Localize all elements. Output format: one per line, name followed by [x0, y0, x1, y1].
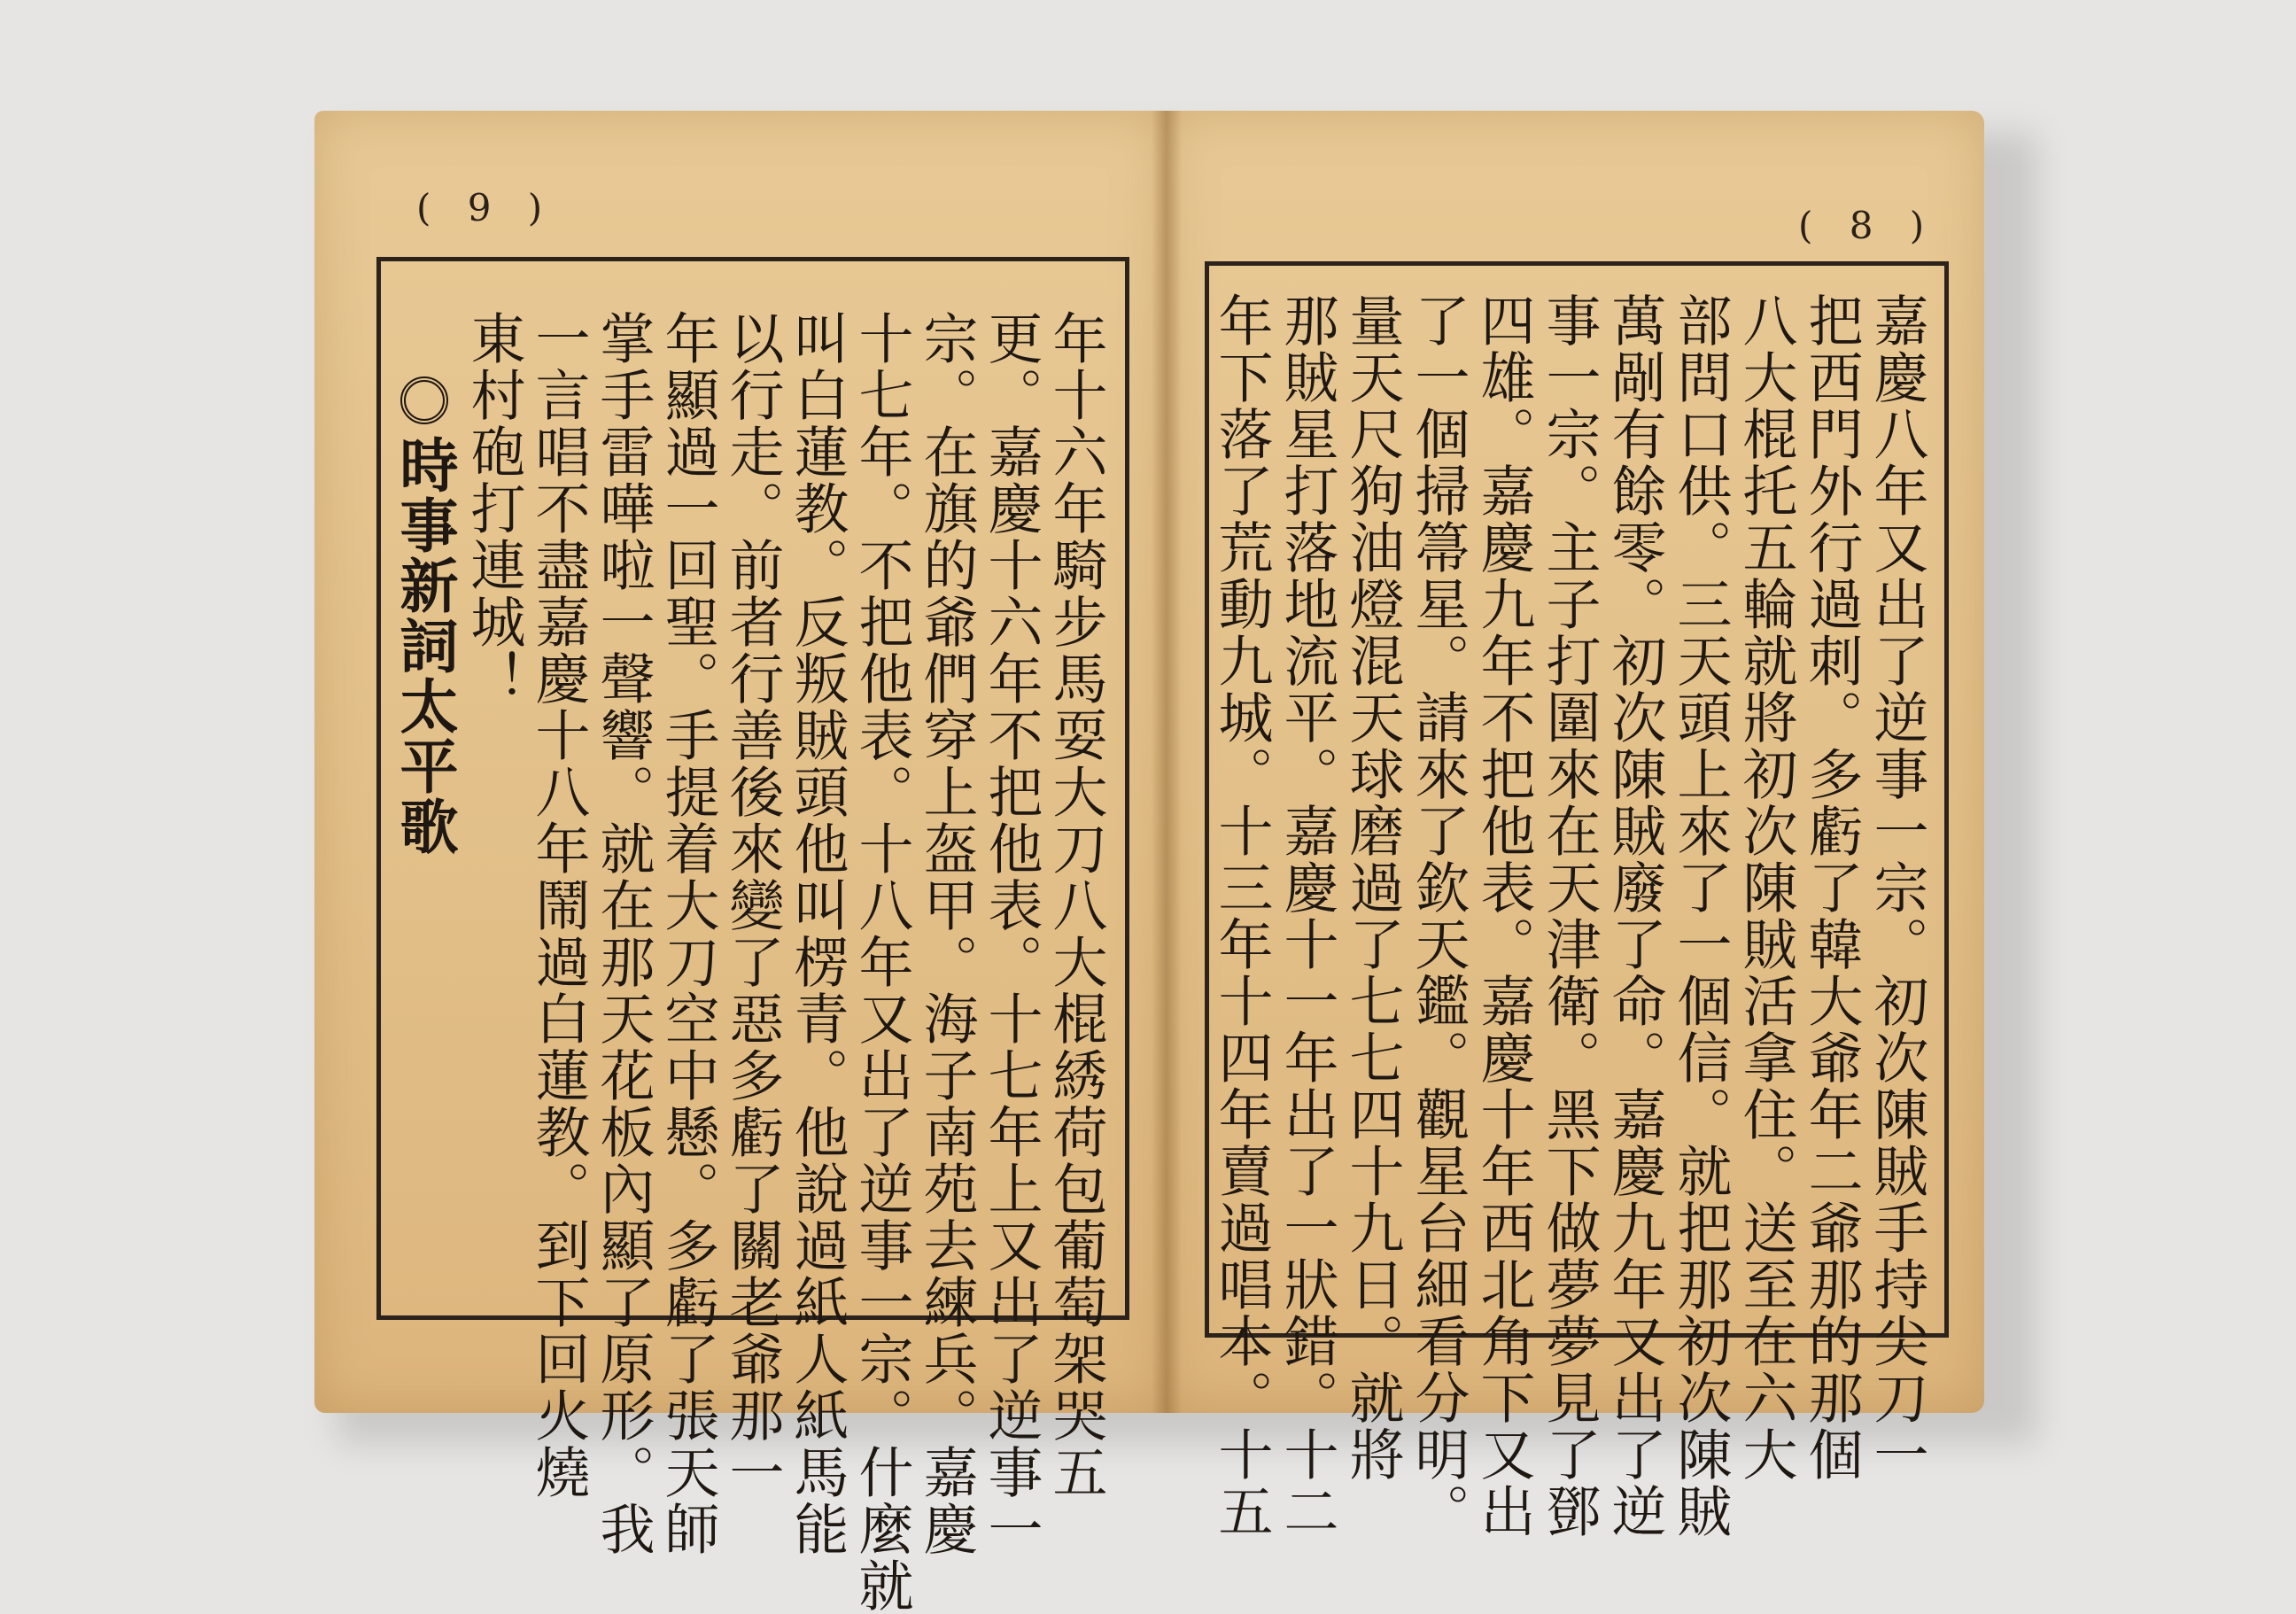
- text-column: 以行走。前者行善後來變了惡多虧了關老爺那一: [720, 310, 785, 1501]
- circle-mark-icon: [400, 376, 448, 424]
- text-column: 更。嘉慶十六年不把他表。十七年上又出了逆事一: [979, 310, 1043, 1557]
- title-text: 時事新詞太平歌: [390, 435, 459, 857]
- text-column: 把西門外行過刺。多虧了韓大爺年二爺那的那個: [1799, 292, 1864, 1483]
- book-gutter: [1152, 111, 1182, 1413]
- title-column: [390, 376, 459, 857]
- text-column: 年顯過一回聖。手提着大刀空中懸。多虧了張天師: [655, 310, 720, 1557]
- text-column: 八大棍托五輪就將初次陳賊活拿住。送至在六大: [1734, 292, 1798, 1483]
- text-column: 了一個掃箒星。請來了欽天鑑。觀星台細看分明。: [1406, 292, 1470, 1540]
- text-column: 叫白蓮教。反叛賊頭他叫楞青。他說過紙人紙馬能: [785, 310, 849, 1557]
- right-page-number: ( 8 ): [1798, 204, 1937, 247]
- text-column: 量天尺狗油燈混天球磨過了七七四十九日。就將: [1340, 292, 1405, 1483]
- text-column: 嘉慶八年又出了逆事一宗。初次陳賊手持尖刀一: [1865, 292, 1929, 1483]
- text-column: 萬剮有餘零。初次陳賊廢了命。嘉慶九年又出了逆: [1602, 292, 1667, 1540]
- text-column: 事一宗。主子打圍來在天津衛。黑下做夢夢見了鄧: [1537, 292, 1602, 1540]
- text-column: 一言唱不盡嘉慶十八年鬧過白蓮教。到下回火燒: [526, 310, 591, 1501]
- left-page-number: ( 9 ): [416, 186, 555, 229]
- right-text-frame: [1205, 261, 1949, 1540]
- text-column: 十七年。不把他表。十八年又出了逆事一宗。什麼就: [849, 310, 914, 1614]
- text-column: 部問口供。三天頭上來了一個信。就把那初次陳賊: [1668, 292, 1733, 1540]
- left-text-frame: [376, 257, 1129, 1614]
- text-column: 掌手雷嘩啦一聲響。就在那天花板內顯了原形。我: [591, 310, 655, 1557]
- text-column: 年十六年騎步馬耍大刀八大棍綉荷包葡萄架哭五: [1043, 310, 1108, 1501]
- text-column: 那賊星打落地流平。嘉慶十一年出了一狀錯。十二: [1275, 292, 1339, 1540]
- text-column: 四雄。嘉慶九年不把他表。嘉慶十年西北角下又出: [1471, 292, 1536, 1540]
- text-column: 東村砲打連城！: [462, 310, 526, 707]
- text-column: 宗。在旗的爺們穿上盔甲。海子南苑去練兵。嘉慶: [914, 310, 979, 1557]
- text-column: 年下落了荒動九城。十三年十四年賣過唱本。十五: [1209, 292, 1274, 1540]
